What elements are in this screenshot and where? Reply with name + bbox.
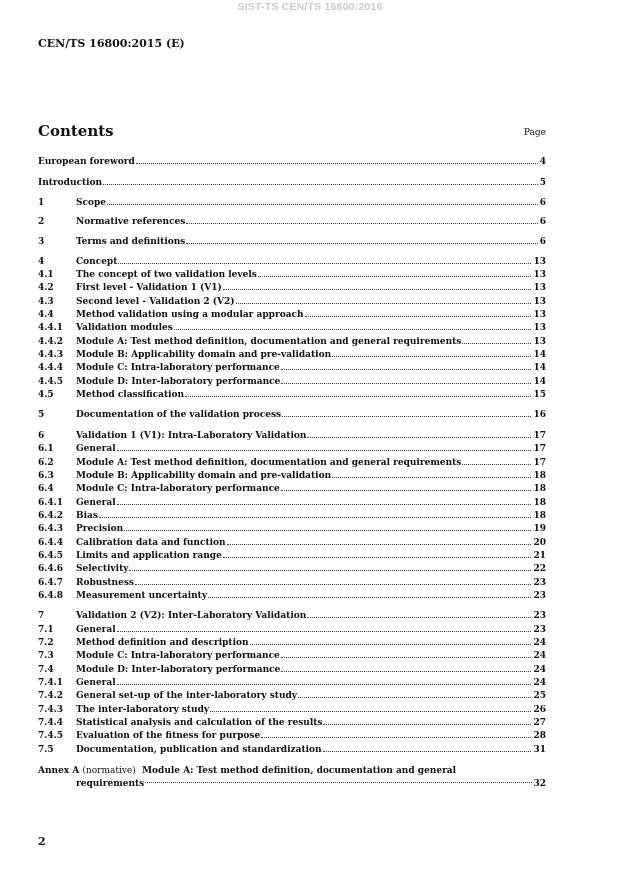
toc-entry-number: 7.4.1 xyxy=(38,678,64,688)
toc-entry-title: Module D: Inter-laboratory performance xyxy=(76,377,281,387)
toc-entry[interactable] xyxy=(38,322,546,335)
toc-entry[interactable] xyxy=(38,590,546,603)
toc-entry-page: 23 xyxy=(533,591,546,601)
toc-entry-page: 24 xyxy=(533,651,546,661)
toc-entry-title: Terms and definitions xyxy=(76,237,186,247)
toc-entry-number: 3 xyxy=(38,237,45,247)
toc-entry-page: 24 xyxy=(533,638,546,648)
toc-entry[interactable] xyxy=(38,610,546,623)
toc-entry[interactable] xyxy=(38,376,546,389)
dot-leader xyxy=(305,316,532,317)
dot-leader xyxy=(281,657,532,658)
toc-entry-number: 6.4.1 xyxy=(38,498,64,508)
toc-entry-title: Calibration data and function xyxy=(76,538,226,548)
toc-entry[interactable] xyxy=(38,389,546,402)
dot-leader xyxy=(261,737,531,738)
toc-entry[interactable] xyxy=(38,430,546,443)
toc-entry[interactable] xyxy=(38,624,546,637)
toc-entry-title: General set-up of the inter-laboratory study xyxy=(76,691,298,701)
annex-kind: (normative) xyxy=(82,766,136,776)
dot-leader xyxy=(107,204,538,205)
toc-entry-title: General xyxy=(76,444,116,454)
toc-entry[interactable] xyxy=(38,269,546,282)
toc-entry-title: The inter-laboratory study xyxy=(76,705,210,715)
dot-leader xyxy=(258,276,532,277)
dot-leader xyxy=(117,504,532,505)
dot-leader xyxy=(323,724,531,725)
toc-entry[interactable] xyxy=(38,349,546,362)
toc-entry-page: 21 xyxy=(533,551,546,561)
toc-entry[interactable] xyxy=(38,457,546,470)
toc-entry-title: Method validation using a modular approach xyxy=(76,310,304,320)
toc-entry-title: Statistical analysis and calculation of the results xyxy=(76,718,323,728)
dot-leader xyxy=(323,751,532,752)
toc-entry-page: 15 xyxy=(533,390,546,400)
toc-entry[interactable] xyxy=(38,483,546,496)
toc-entry-number: 4.4 xyxy=(38,310,54,320)
toc-entry-title: Module A: Test method definition, documentation and general requirements xyxy=(76,337,462,347)
toc-entry-title: Limits and application range xyxy=(76,551,222,561)
toc-entry-page: 18 xyxy=(533,498,546,508)
dot-leader xyxy=(129,570,531,571)
toc-entry-title: Documentation, publication and standardization xyxy=(76,745,322,755)
toc-entry-page: 6 xyxy=(539,217,546,227)
toc-entry[interactable] xyxy=(38,637,546,650)
toc-entry-title: Introduction xyxy=(38,178,103,188)
dot-leader xyxy=(298,697,531,698)
toc-entry-number: 6.4.4 xyxy=(38,538,64,548)
toc-entry-number: 6.4.5 xyxy=(38,551,64,561)
toc-entry-title: General xyxy=(76,678,116,688)
toc-entry-number: 7.2 xyxy=(38,638,54,648)
toc-entry-page: 31 xyxy=(533,745,546,755)
toc-entry-number: 4.4.2 xyxy=(38,337,64,347)
toc-entry-title: Module B: Applicability domain and pre-validation xyxy=(76,471,332,481)
toc-entry-title: Validation 1 (V1): Intra-Laboratory Validation xyxy=(76,431,307,441)
toc-entry-number: 1 xyxy=(38,198,45,208)
toc-entry-number: 7.5 xyxy=(38,745,54,755)
annex-title-line1: Module A: Test method definition, documentation and general xyxy=(142,766,457,776)
toc-entry-page: 27 xyxy=(533,718,546,728)
watermark: SIST-TS CEN/TS 16800:2016 xyxy=(237,1,383,13)
toc-entry-number: 4.4.5 xyxy=(38,377,64,387)
toc-entry-page: 13 xyxy=(533,297,546,307)
toc-entry[interactable] xyxy=(38,744,546,757)
toc-entry[interactable] xyxy=(38,216,546,229)
dot-leader xyxy=(174,329,532,330)
toc-entry-page: 6 xyxy=(539,198,546,208)
toc-entry[interactable] xyxy=(38,677,546,690)
toc-entry-title: Selectivity xyxy=(76,564,129,574)
toc-entry-title: European foreword xyxy=(38,157,135,167)
dot-leader xyxy=(282,416,531,417)
toc-entry[interactable] xyxy=(38,336,546,349)
toc-entry-page: 13 xyxy=(533,257,546,267)
annex-page: 32 xyxy=(533,779,546,789)
toc-entry-title: Measurement uncertainty xyxy=(76,591,208,601)
toc-entry-number: 7.4.5 xyxy=(38,731,64,741)
toc-entry-number: 4.3 xyxy=(38,297,54,307)
toc-entry-title: Module C: Intra-laboratory performance xyxy=(76,484,280,494)
toc-entry-number: 4 xyxy=(38,257,45,267)
toc-entry-title: Method classification xyxy=(76,390,185,400)
toc-entry-page: 16 xyxy=(533,410,546,420)
toc-entry[interactable] xyxy=(38,409,546,422)
toc-entry-number: 7 xyxy=(38,611,45,621)
toc-entry-page: 18 xyxy=(533,511,546,521)
toc-entry-number: 6.3 xyxy=(38,471,54,481)
dot-leader xyxy=(462,464,531,465)
toc-entry-number: 6.2 xyxy=(38,458,54,468)
dot-leader xyxy=(307,617,531,618)
dot-leader xyxy=(281,369,532,370)
dot-leader xyxy=(281,383,531,384)
toc-entry-number: 6.4.8 xyxy=(38,591,64,601)
toc-entry[interactable] xyxy=(38,362,546,375)
toc-entry-page: 24 xyxy=(533,678,546,688)
dot-leader xyxy=(210,711,531,712)
annex-title-line2: requirements xyxy=(76,779,145,789)
contents-heading: Contents xyxy=(38,122,114,140)
toc-entry-page: 4 xyxy=(539,157,546,167)
toc-entry[interactable] xyxy=(38,443,546,456)
toc-entry-title: Validation modules xyxy=(76,323,173,333)
dot-leader xyxy=(99,517,532,518)
toc-entry[interactable] xyxy=(38,296,546,309)
toc-entry-page: 24 xyxy=(533,665,546,675)
toc-entry-number: 6 xyxy=(38,431,45,441)
toc-entry-page: 17 xyxy=(533,431,546,441)
toc-entry-page: 23 xyxy=(533,611,546,621)
toc-entry-title: Module C: Intra-laboratory performance xyxy=(76,363,280,373)
toc-entry[interactable] xyxy=(38,717,546,730)
toc-entry-page: 22 xyxy=(533,564,546,574)
toc-entry-number: 7.4.2 xyxy=(38,691,64,701)
toc-entry-title: Module B: Applicability domain and pre-validation xyxy=(76,350,332,360)
toc-entry-number: 5 xyxy=(38,410,45,420)
toc-entry-number: 4.4.1 xyxy=(38,323,64,333)
toc-entry-page: 13 xyxy=(533,270,546,280)
toc-entry-page: 13 xyxy=(533,310,546,320)
toc-entry[interactable] xyxy=(38,704,546,717)
toc-entry[interactable] xyxy=(38,470,546,483)
toc-entry[interactable] xyxy=(38,177,546,190)
toc-entry-title: Normative references xyxy=(76,217,186,227)
dot-leader xyxy=(281,490,532,491)
dot-leader xyxy=(135,584,532,585)
toc-entry-number: 4.1 xyxy=(38,270,54,280)
toc-entry[interactable] xyxy=(38,650,546,663)
toc-entry-title: Precision xyxy=(76,524,124,534)
toc-entry-page: 6 xyxy=(539,237,546,247)
toc-entry[interactable] xyxy=(38,156,546,169)
toc-entry-number: 6.1 xyxy=(38,444,54,454)
toc-entry[interactable] xyxy=(38,563,546,576)
toc-entry-page: 23 xyxy=(533,578,546,588)
toc-entry-page: 17 xyxy=(533,458,546,468)
toc-entry-title: Module D: Inter-laboratory performance xyxy=(76,665,281,675)
toc-entry-page: 19 xyxy=(533,524,546,534)
document-identifier: CEN/TS 16800:2015 (E) xyxy=(38,37,185,50)
dot-leader xyxy=(186,243,537,244)
toc-entry-number: 4.2 xyxy=(38,283,54,293)
toc-entry-title: The concept of two validation levels xyxy=(76,270,257,280)
toc-entry-title: Validation 2 (V2): Inter-Laboratory Validation xyxy=(76,611,307,621)
toc-entry[interactable] xyxy=(38,690,546,703)
dot-leader xyxy=(223,289,532,290)
toc-entry-title: Concept xyxy=(76,257,118,267)
dot-leader xyxy=(227,544,532,545)
dot-leader xyxy=(145,782,532,783)
toc-entry-page: 18 xyxy=(533,471,546,481)
toc-entry-title: Evaluation of the fitness for purpose xyxy=(76,731,261,741)
toc-entry-number: 7.1 xyxy=(38,625,54,635)
toc-entry-page: 23 xyxy=(533,625,546,635)
dot-leader xyxy=(118,263,531,264)
dot-leader xyxy=(185,396,531,397)
dot-leader xyxy=(462,343,531,344)
toc-entry-page: 14 xyxy=(533,350,546,360)
dot-leader xyxy=(332,477,531,478)
toc-entry-number: 7.4 xyxy=(38,665,54,675)
toc-entry[interactable] xyxy=(38,577,546,590)
toc-entry-page: 13 xyxy=(533,323,546,333)
toc-entry-title: Robustness xyxy=(76,578,134,588)
page-number: 2 xyxy=(38,835,46,848)
toc-entry-title: Module A: Test method definition, documentation and general requirements xyxy=(76,458,462,468)
toc-entry-page: 17 xyxy=(533,444,546,454)
dot-leader xyxy=(250,644,532,645)
toc-entry-page: 20 xyxy=(533,538,546,548)
toc-entry[interactable] xyxy=(38,497,546,510)
dot-leader xyxy=(136,163,538,164)
toc-entry-number: 7.4.3 xyxy=(38,705,64,715)
toc-entry-page: 13 xyxy=(533,283,546,293)
dot-leader xyxy=(307,437,531,438)
dot-leader xyxy=(117,631,532,632)
toc-entry-number: 4.5 xyxy=(38,390,54,400)
toc-entry-title: Documentation of the validation process xyxy=(76,410,282,420)
dot-leader xyxy=(124,530,531,531)
toc-entry[interactable] xyxy=(38,197,546,210)
page-column-label: Page xyxy=(523,128,546,138)
toc-entry-page: 28 xyxy=(533,731,546,741)
toc-entry-page: 25 xyxy=(533,691,546,701)
toc-entry-number: 6.4.2 xyxy=(38,511,64,521)
dot-leader xyxy=(223,557,532,558)
toc-entry[interactable] xyxy=(38,236,546,249)
toc-entry-title: General xyxy=(76,625,116,635)
toc-entry-number: 6.4.7 xyxy=(38,578,64,588)
toc-entry[interactable] xyxy=(38,537,546,550)
toc-entry-title: Method definition and description xyxy=(76,638,249,648)
toc-entry-title: Module C: Intra-laboratory performance xyxy=(76,651,280,661)
toc-entry-page: 5 xyxy=(539,178,546,188)
toc-entry-title: General xyxy=(76,498,116,508)
toc-entry-page: 14 xyxy=(533,363,546,373)
toc-entry-title: First level - Validation 1 (V1) xyxy=(76,283,222,293)
toc-entry-page: 18 xyxy=(533,484,546,494)
toc-entry-number: 4.4.4 xyxy=(38,363,64,373)
dot-leader xyxy=(186,223,537,224)
toc-entry-number: 6.4.3 xyxy=(38,524,64,534)
toc-entry-page: 14 xyxy=(533,377,546,387)
dot-leader xyxy=(103,184,538,185)
toc-entry[interactable] xyxy=(38,523,546,536)
toc-entry-number: 7.4.4 xyxy=(38,718,64,728)
toc-entry-page: 13 xyxy=(533,337,546,347)
toc-entry[interactable] xyxy=(38,282,546,295)
toc-entry[interactable] xyxy=(38,510,546,523)
toc-entry-number: 6.4.6 xyxy=(38,564,64,574)
toc-entry[interactable] xyxy=(38,664,546,677)
toc-entry-title: Bias xyxy=(76,511,98,521)
annex-label: Annex A xyxy=(38,766,80,776)
toc-entry-number: 4.4.3 xyxy=(38,350,64,360)
toc-entry[interactable] xyxy=(38,550,546,563)
dot-leader xyxy=(117,684,532,685)
toc-entry-title: Scope xyxy=(76,198,107,208)
toc-entry[interactable] xyxy=(38,730,546,743)
dot-leader xyxy=(117,450,532,451)
toc-entry[interactable] xyxy=(38,309,546,322)
toc-entry-number: 7.3 xyxy=(38,651,54,661)
dot-leader xyxy=(332,356,531,357)
toc-annex-entry[interactable] xyxy=(38,765,546,791)
toc-entry[interactable] xyxy=(38,256,546,269)
dot-leader xyxy=(208,597,531,598)
toc-entry-title: Second level - Validation 2 (V2) xyxy=(76,297,235,307)
dot-leader xyxy=(236,303,532,304)
toc-entry-page: 26 xyxy=(533,705,546,715)
toc-entry-number: 6.4 xyxy=(38,484,54,494)
dot-leader xyxy=(281,671,531,672)
toc-entry-number: 2 xyxy=(38,217,45,227)
